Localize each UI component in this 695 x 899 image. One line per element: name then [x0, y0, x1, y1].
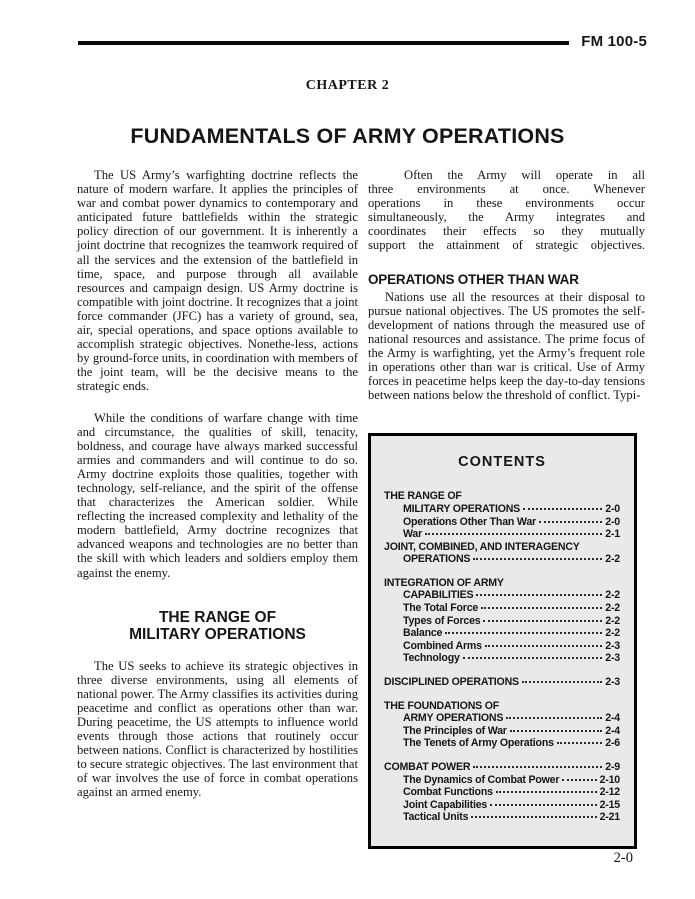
toc-entry [384, 589, 620, 602]
toc-entry-label: Balance [403, 627, 443, 640]
toc-leader-dots [539, 521, 602, 523]
toc-entry [384, 528, 620, 541]
toc-entry-page: 2-1 [605, 528, 620, 541]
toc-entry-label: The Principles of War [403, 724, 507, 737]
document-reference: FM 100-5 [581, 33, 647, 50]
toc-entry-label: Joint Capabilities [403, 798, 488, 811]
toc-group [384, 577, 620, 665]
toc-entry [384, 700, 620, 713]
toc-entry [384, 799, 620, 812]
toc-entry-label: THE FOUNDATIONS OF [384, 699, 500, 712]
toc-leader-dots [473, 558, 602, 560]
body-paragraph: While the conditions of warfare change with time and circumstance, the qualities of skill, tenacity, boldness, and courage have always marked successful armies and commanders and will continue to do so. Army doctrine exploits those qualities, together with technology, self-reliance, and the spirit of the offense that characterizes the American soldier. While reflecting the increased complexity and lethality of the modern battlefield, Army doctrine recognizes that advanced weapons and technologies are no better than the skill with which leaders and soldiers employ them against the enemy. [77, 410, 358, 580]
toc-entry-page: 2-15 [599, 798, 620, 811]
toc-entry-label: Types of Forces [403, 614, 481, 627]
toc-entry-page: 2-4 [605, 724, 620, 737]
toc-group [384, 761, 620, 824]
toc-entry-page: 2-21 [599, 811, 620, 824]
toc-entry-label: MILITARY OPERATIONS [403, 502, 521, 515]
toc-list [384, 490, 620, 824]
toc-leader-dots [562, 779, 596, 781]
body-paragraph: The US seeks to achieve its strategic objectives in three diverse environments, using all elements of national power. The Army classifies its activities during peacetime and conflict as operations other than war. During peacetime, the US attempts to influence world events through those actions that routinely occur between nations. Conflict is characterized by hostilities to secure strategic objectives. The last environment that of war involves the use of force in combat operations against an armed enemy. [77, 658, 358, 800]
toc-leader-dots [496, 791, 597, 793]
toc-entry [384, 676, 620, 689]
toc-entry-label: The Dynamics of Combat Power [403, 773, 560, 786]
toc-entry [384, 615, 620, 628]
toc-entry-page: 2-0 [605, 502, 620, 515]
toc-entry-label: COMBAT POWER [384, 761, 471, 773]
toc-entry-page: 2-4 [605, 712, 620, 725]
toc-entry [384, 490, 620, 503]
toc-leader-dots [445, 632, 602, 634]
toc-entry-label: The Total Force [403, 602, 479, 615]
page-title: FUNDAMENTALS OF ARMY OPERATIONS [130, 124, 565, 148]
body-paragraph: Nations use all the resources at their disposal to pursue national objectives. The US promotes the self-development of nations through the measured use of national resources and assistance. The prime focus of the Army is warfighting, yet the Army’s frequent role in operations other than war is critical. Use of Army forces in peacetime helps keep the day-to-day tensions between nations below the threshold of conflict. Typi- [368, 289, 645, 403]
toc-leader-dots [506, 717, 602, 719]
contents-box [368, 433, 637, 849]
toc-entry-label: INTEGRATION OF ARMY [384, 576, 504, 589]
right-column [368, 168, 645, 849]
toc-entry-page: 2-6 [605, 737, 620, 750]
toc-entry-label: Combat Functions [403, 786, 493, 799]
toc-entry-page: 2-2 [605, 602, 620, 615]
toc-entry [384, 503, 620, 516]
toc-entry-label: DISCIPLINED OPERATIONS [384, 676, 519, 689]
toc-entry [384, 640, 620, 653]
toc-entry-page: 2-9 [605, 761, 620, 773]
toc-entry [384, 737, 620, 750]
toc-entry-label: Technology [403, 652, 460, 665]
left-column [77, 168, 358, 849]
toc-group [384, 700, 620, 750]
toc-entry-label: ARMY OPERATIONS [403, 712, 504, 725]
section-heading-line: THE RANGE OF [158, 608, 277, 626]
toc-entry-page: 2-2 [605, 589, 620, 602]
toc-entry-label: The Tenets of Army Operations [403, 737, 554, 750]
toc-entry-page: 2-10 [599, 773, 620, 786]
toc-entry-page: 2-3 [605, 676, 620, 689]
page-number: 2-0 [613, 850, 633, 866]
toc-leader-dots [523, 508, 602, 510]
toc-leader-dots [425, 533, 602, 535]
toc-entry-page: 2-0 [605, 515, 620, 528]
toc-entry-label: JOINT, COMBINED, AND INTERAGENCY [384, 540, 580, 553]
toc-entry [384, 516, 620, 529]
toc-entry-page: 2-3 [605, 652, 620, 665]
body-paragraph: Often the Army will operate in all three environments at once. Whenever operations in these environments occur simultaneously, the Army integrates and coordinates their effects so they mutually support the attainment of strategic objectives. [368, 168, 645, 253]
toc-leader-dots [476, 594, 602, 596]
toc-entry-label: THE RANGE OF [384, 490, 462, 503]
header-rule [78, 41, 569, 45]
toc-entry-label: Combined Arms [403, 639, 482, 652]
section-heading-line: MILITARY OPERATIONS [129, 626, 306, 644]
toc-leader-dots [490, 804, 596, 806]
toc-leader-dots [471, 816, 596, 818]
toc-leader-dots [557, 742, 603, 744]
body-paragraph: The US Army’s warfighting doctrine reflects the nature of modern warfare. It applies the principles of war and combat power dynamics to contemporary and anticipated future battlefields within the strategic policy direction of our government. It is inherently a joint doctrine that recognizes the teamwork required of all the services and the extension of the battlefield in time, space, and purpose through all available resources and campaign design. US Army doctrine is compatible with joint doctrine. It recognizes that a joint force commander (JFC) has a variety of ground, sea, air, special operations, and space options available to accomplish strategic objectives. Nonethe-less, actions by ground-force units, in coordination with members of the joint team, will be the decisive means to the strategic ends. [77, 168, 358, 394]
toc-entry [384, 541, 620, 554]
toc-group [384, 490, 620, 566]
toc-entry [384, 761, 620, 774]
page-header [78, 34, 647, 51]
toc-leader-dots [463, 657, 603, 659]
toc-entry [384, 577, 620, 590]
toc-leader-dots [481, 607, 602, 609]
contents-title: CONTENTS [458, 454, 546, 471]
two-column-body [77, 168, 645, 849]
toc-entry [384, 774, 620, 787]
toc-entry-page: 2-2 [605, 553, 620, 566]
toc-entry-page: 2-12 [599, 786, 620, 799]
toc-entry-page: 2-2 [605, 614, 620, 627]
toc-leader-dots [510, 730, 603, 732]
toc-leader-dots [485, 645, 602, 647]
toc-entry-page: 2-2 [605, 627, 620, 640]
toc-entry [384, 652, 620, 665]
toc-entry-label: War [403, 528, 423, 541]
toc-entry-page: 2-3 [605, 639, 620, 652]
toc-entry [384, 786, 620, 799]
section-heading-operations-other-than-war: OPERATIONS OTHER THAN WAR [368, 271, 579, 287]
toc-entry-label: OPERATIONS [403, 553, 471, 566]
chapter-label: CHAPTER 2 [305, 78, 390, 93]
toc-entry [384, 602, 620, 615]
toc-entry [384, 553, 620, 566]
toc-group [384, 676, 620, 689]
toc-entry-label: CAPABILITIES [403, 589, 474, 602]
toc-entry [384, 627, 620, 640]
toc-leader-dots [473, 766, 602, 768]
toc-entry [384, 725, 620, 738]
toc-entry [384, 712, 620, 725]
section-heading-range-of-military-operations [77, 609, 358, 644]
toc-entry-label: Operations Other Than War [403, 515, 536, 528]
toc-leader-dots [483, 620, 602, 622]
toc-entry-label: Tactical Units [403, 811, 469, 824]
toc-leader-dots [522, 681, 602, 683]
toc-entry [384, 811, 620, 824]
